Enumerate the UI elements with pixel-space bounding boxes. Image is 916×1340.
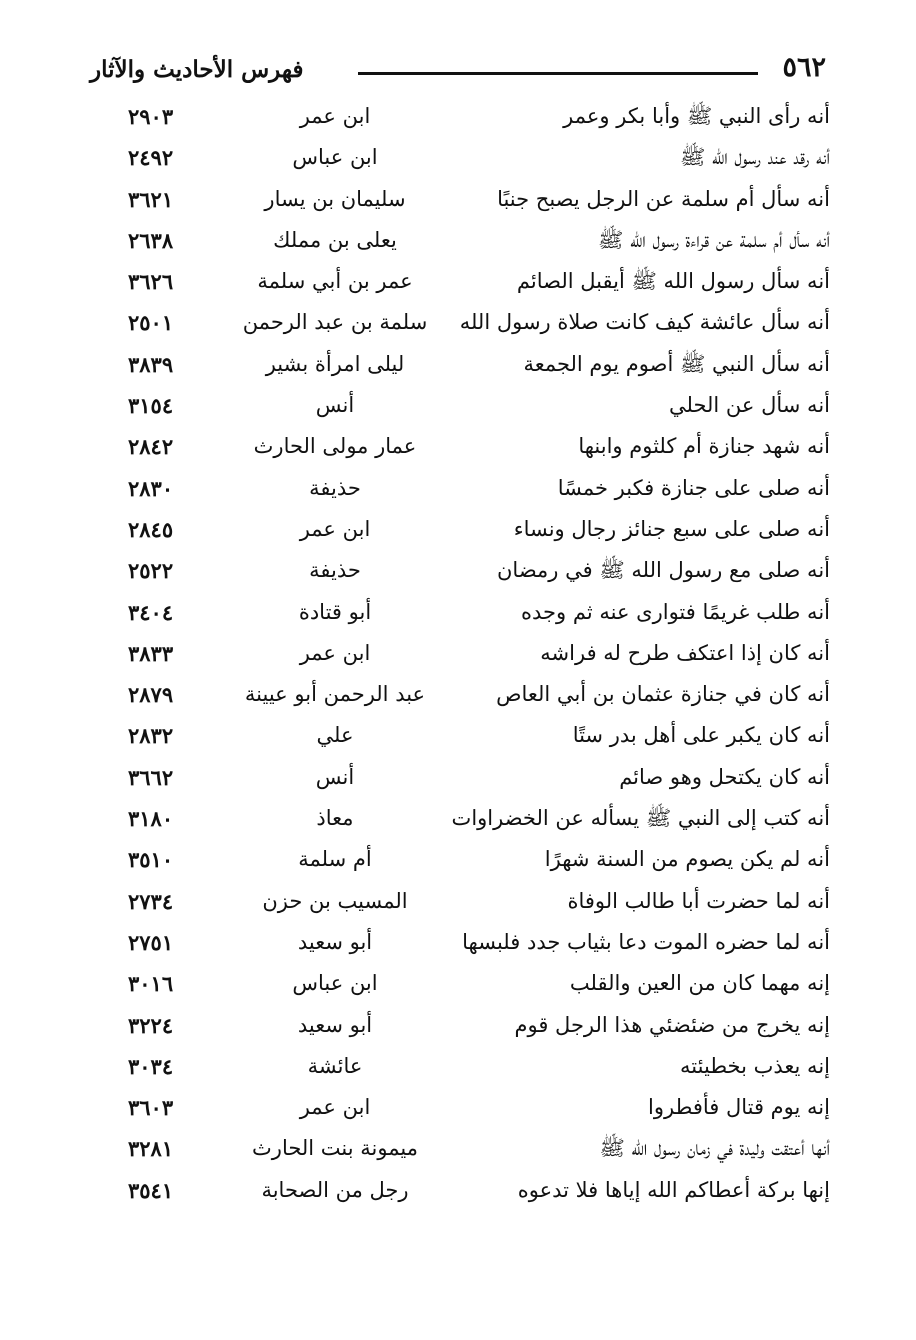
narrator-name: معاذ xyxy=(316,806,354,831)
narrator-name: حذيفة xyxy=(309,558,361,583)
index-row xyxy=(110,592,830,633)
narrator-name: رجل من الصحابة xyxy=(261,1177,409,1202)
narrator-name: ميمونة بنت الحارث xyxy=(252,1136,418,1161)
narrator-name: عبد الرحمن أبو عيينة xyxy=(244,682,426,707)
hadith-text: أنه سأل النبي ﷺ أصوم يوم الجمعة xyxy=(523,351,830,376)
hadith-text: أنه كان يكبر على أهل بدر ستًا xyxy=(572,723,830,748)
index-row xyxy=(110,798,830,839)
hadith-text: أنه سأل عائشة كيف كانت صلاة رسول الله xyxy=(459,310,830,335)
narrator-name: علي xyxy=(316,723,354,748)
index-row xyxy=(110,922,830,963)
narrator-name: عمار مولى الحارث xyxy=(253,434,417,459)
hadith-text: أنه كان في جنازة عثمان بن أبي العاص xyxy=(496,682,830,707)
narrator-name: أبو سعيد xyxy=(297,929,373,954)
index-row xyxy=(110,1128,830,1169)
hadith-number: ٢٧٥١ xyxy=(128,929,174,955)
hadith-text: إنه يخرج من ضئضئي هذا الرجل قوم xyxy=(514,1012,830,1037)
narrator-name: أبو قتادة xyxy=(298,599,372,624)
hadith-number: ٣٠٣٤ xyxy=(128,1053,174,1079)
hadith-number: ٣٥١٠ xyxy=(128,847,174,873)
hadith-number: ٣٨٣٩ xyxy=(128,351,174,377)
page-number: ٥٦٢ xyxy=(782,52,826,83)
hadith-text: إنها بركة أعطاكم الله إياها فلا تدعوه xyxy=(517,1177,830,1202)
index-list xyxy=(110,96,830,1211)
hadith-text: أنه سأل أم سلمة عن الرجل يصبح جنبًا xyxy=(497,186,830,211)
hadith-number: ٢٥٢٢ xyxy=(128,558,174,584)
index-row xyxy=(110,302,830,343)
hadith-text: أنه صلى على سبع جنائز رجال ونساء xyxy=(513,516,830,541)
hadith-text: أنه سأل عن الحلي xyxy=(669,393,830,418)
narrator-name: ليلى امرأة بشير xyxy=(265,351,405,376)
page-header xyxy=(88,48,828,92)
hadith-text: أنه كان يكتحل وهو صائم xyxy=(619,764,830,789)
index-row xyxy=(110,96,830,137)
hadith-number: ٣١٥٤ xyxy=(128,393,174,419)
narrator-name: ابن عمر xyxy=(299,1095,371,1120)
hadith-number: ٣٦٦٢ xyxy=(128,764,174,790)
hadith-text: إنه مهما كان من العين والقلب xyxy=(569,971,830,996)
hadith-number: ٢٨٣٢ xyxy=(128,723,174,749)
index-row xyxy=(110,179,830,220)
narrator-name: أم سلمة xyxy=(298,847,372,872)
hadith-number: ٣٥٤١ xyxy=(128,1177,174,1203)
index-row xyxy=(110,426,830,467)
index-row xyxy=(110,1005,830,1046)
narrator-name: ابن عمر xyxy=(299,640,371,665)
hadith-text: أنه صلى مع رسول الله ﷺ في رمضان xyxy=(497,558,830,583)
narrator-name: حذيفة xyxy=(309,475,361,500)
hadith-number: ٣٤٠٤ xyxy=(128,599,174,625)
hadith-number: ٢٨٣٠ xyxy=(128,475,174,501)
hadith-text: أنه صلى على جنازة فكبر خمسًا xyxy=(557,475,830,500)
narrator-name: ابن عمر xyxy=(299,516,371,541)
index-row xyxy=(110,468,830,509)
index-row xyxy=(110,220,830,261)
hadith-text: إنه يعذب بخطيئته xyxy=(680,1053,830,1078)
hadith-text: أنه طلب غريمًا فتوارى عنه ثم وجده xyxy=(521,599,830,624)
hadith-text: أنه لما حضره الموت دعا بثياب جدد فلبسها xyxy=(462,929,830,954)
index-row xyxy=(110,137,830,178)
hadith-number: ٣٦٢١ xyxy=(128,186,174,212)
index-row xyxy=(110,1087,830,1128)
index-row xyxy=(110,1170,830,1211)
hadith-text: أنه لما حضرت أبا طالب الوفاة xyxy=(567,888,830,913)
narrator-name: ابن عباس xyxy=(292,145,378,170)
index-row xyxy=(110,344,830,385)
narrator-name: أنس xyxy=(315,764,355,789)
hadith-text: أنه لم يكن يصوم من السنة شهرًا xyxy=(544,847,830,872)
hadith-text: أنه سأل أم سلمة عن قراءة رسول الله ﷺ xyxy=(598,227,830,252)
hadith-number: ٢٧٣٤ xyxy=(128,888,174,914)
index-row xyxy=(110,839,830,880)
hadith-number: ٢٥٠١ xyxy=(128,310,174,336)
hadith-number: ٢٤٩٢ xyxy=(128,145,174,171)
hadith-number: ٣٦٠٣ xyxy=(128,1095,174,1121)
hadith-text: أنه سأل رسول الله ﷺ أيقبل الصائم xyxy=(516,269,830,294)
hadith-text: أنه رقد عند رسول الله ﷺ xyxy=(679,145,830,170)
index-row xyxy=(110,261,830,302)
hadith-number: ٣١٨٠ xyxy=(128,806,174,832)
index-row xyxy=(110,963,830,1004)
narrator-name: ابن عباس xyxy=(292,971,378,996)
narrator-name: عمر بن أبي سلمة xyxy=(257,269,413,294)
narrator-name: أبو سعيد xyxy=(297,1012,373,1037)
hadith-number: ٢٩٠٣ xyxy=(128,104,174,129)
hadith-number: ٢٨٧٩ xyxy=(128,682,174,708)
hadith-text: أنه رأى النبي ﷺ وأبا بكر وعمر xyxy=(563,104,830,128)
hadith-text: أنه شهد جنازة أم كلثوم وابنها xyxy=(578,434,830,459)
index-row xyxy=(110,1046,830,1087)
index-row xyxy=(110,550,830,591)
index-row xyxy=(110,633,830,674)
narrator-name: سلمة بن عبد الرحمن xyxy=(242,310,428,335)
hadith-text: أنها أعتقت وليدة في زمان رسول الله ﷺ xyxy=(599,1136,830,1161)
header-rule xyxy=(358,72,758,75)
narrator-name: المسيب بن حزن xyxy=(262,888,408,913)
hadith-text: أنه كان إذا اعتكف طرح له فراشه xyxy=(540,640,830,665)
index-row xyxy=(110,385,830,426)
narrator-name: عائشة xyxy=(307,1053,363,1078)
hadith-number: ٣٠١٦ xyxy=(128,971,174,997)
index-row xyxy=(110,715,830,756)
hadith-number: ٢٨٤٥ xyxy=(128,516,174,542)
narrator-name: أنس xyxy=(315,393,355,418)
hadith-number: ٣٨٣٣ xyxy=(128,640,174,666)
page-title: فهرس الأحاديث والآثار xyxy=(90,56,304,83)
index-row xyxy=(110,509,830,550)
hadith-number: ٣٦٢٦ xyxy=(128,269,174,295)
index-row xyxy=(110,757,830,798)
hadith-number: ٣٢٨١ xyxy=(128,1136,174,1162)
narrator-name: ابن عمر xyxy=(299,104,371,128)
hadith-text: أنه كتب إلى النبي ﷺ يسأله عن الخضراوات xyxy=(451,806,830,831)
index-row xyxy=(110,674,830,715)
narrator-name: سليمان بن يسار xyxy=(264,186,406,211)
hadith-number: ٣٢٢٤ xyxy=(128,1012,174,1038)
hadith-number: ٢٦٣٨ xyxy=(128,227,174,253)
hadith-text: إنه يوم قتال فأفطروا xyxy=(648,1095,830,1120)
hadith-number: ٢٨٤٢ xyxy=(128,434,174,460)
index-row xyxy=(110,881,830,922)
narrator-name: يعلى بن مملك xyxy=(273,227,397,252)
